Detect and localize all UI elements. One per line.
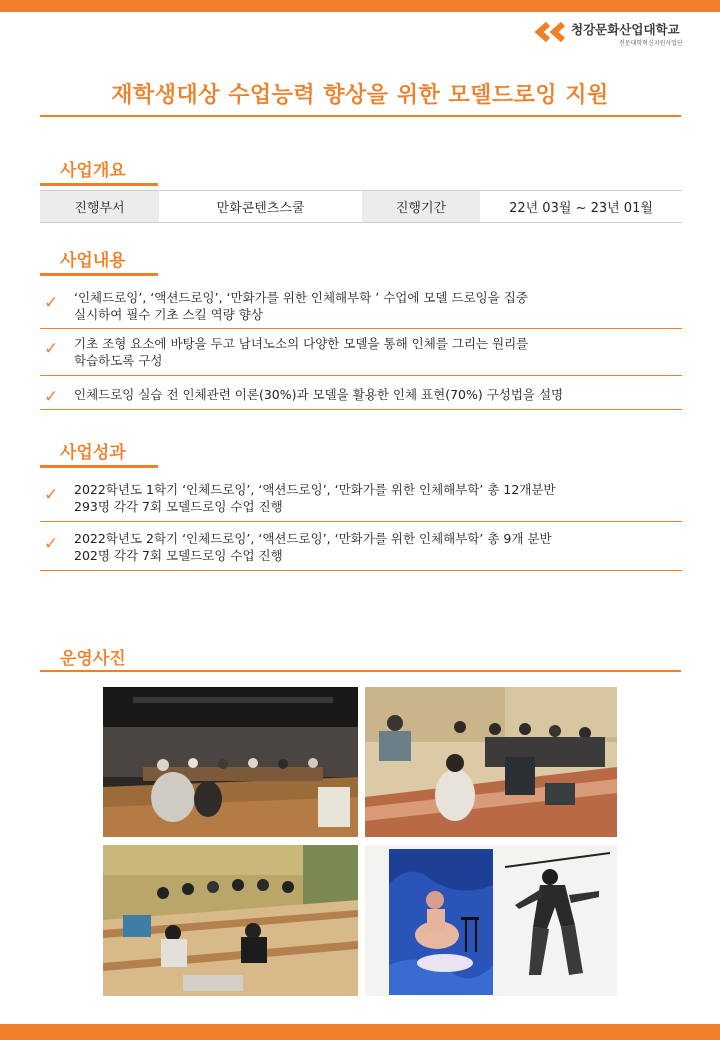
content-heading: 사업내용 bbox=[60, 251, 126, 271]
artwork-photo-image bbox=[365, 845, 617, 996]
check-icon: ✓ bbox=[44, 293, 59, 313]
classroom-photo-1-image bbox=[103, 687, 358, 837]
content-item-line1: ‘인체드로잉’, ‘액션드로잉’, ‘만화가를 위한 인체해부학 ’ 수업에 모델 드로잉을 집중 bbox=[74, 290, 528, 305]
dept-label: 진행부서 bbox=[40, 191, 159, 222]
content-item-line2: 학습하도록 구성 bbox=[74, 353, 163, 368]
classroom-photo-3 bbox=[103, 845, 358, 996]
photos-heading: 운영사진 bbox=[60, 649, 126, 669]
ck-logo-icon bbox=[533, 21, 567, 43]
check-icon: ✓ bbox=[44, 339, 59, 359]
school-logo bbox=[533, 20, 713, 50]
results-item-line1: 2022학년도 2학기 ‘인체드로잉’, ‘액션드로잉’, ‘만화가를 위한 인체해부학’ 총 9개 분반 bbox=[74, 531, 552, 546]
classroom-photo-2 bbox=[365, 687, 617, 837]
results-item-line1: 2022학년도 1학기 ‘인체드로잉’, ‘액션드로잉’, ‘만화가를 위한 인체해부학’ 총 12개분반 bbox=[74, 482, 556, 497]
dept-value: 만화콘텐츠스쿨 bbox=[216, 201, 305, 216]
artwork-photo bbox=[365, 845, 617, 996]
check-icon: ✓ bbox=[44, 387, 59, 407]
classroom-photo-3-image bbox=[103, 845, 358, 996]
overview-heading-rule bbox=[40, 183, 158, 186]
logo-name: 청강문화산업대학교 bbox=[571, 22, 680, 37]
title-divider bbox=[40, 115, 681, 117]
period-label: 진행기간 bbox=[362, 191, 480, 222]
results-heading: 사업성과 bbox=[60, 443, 126, 463]
bottom-accent-bar bbox=[0, 1024, 720, 1040]
photos-heading-rule bbox=[40, 670, 681, 672]
overview-heading: 사업개요 bbox=[60, 161, 126, 181]
page-title: 재학생대상 수업능력 향상을 위한 모델드로잉 지원 bbox=[111, 83, 609, 108]
overview-table bbox=[40, 190, 682, 223]
content-item bbox=[40, 289, 682, 329]
content-item bbox=[40, 386, 682, 410]
period-value: 22년 03월 ~ 23년 01월 bbox=[509, 201, 653, 216]
content-item-line1: 기초 조형 요소에 바탕을 두고 남녀노소의 다양한 모델을 통해 인체를 그리는 원리를 bbox=[74, 336, 529, 351]
check-icon: ✓ bbox=[44, 485, 59, 505]
content-item-line1: 인체드로잉 실습 전 인체관련 이론(30%)과 모델을 활용한 인체 표현(70%) 구성법을 설명 bbox=[74, 387, 564, 402]
check-icon: ✓ bbox=[44, 534, 59, 554]
top-accent-bar bbox=[0, 0, 720, 12]
results-item-line2: 202명 각각 7회 모델드로잉 수업 진행 bbox=[74, 548, 283, 563]
logo-subtitle: 전문대학혁신지원사업단 bbox=[619, 40, 683, 47]
content-heading-rule bbox=[40, 273, 158, 276]
classroom-photo-1 bbox=[103, 687, 358, 837]
results-item-line2: 293명 각각 7회 모델드로잉 수업 진행 bbox=[74, 499, 283, 514]
results-item bbox=[40, 481, 682, 522]
content-item-line2: 실시하여 필수 기초 스킬 역량 향상 bbox=[74, 307, 263, 322]
results-heading-rule bbox=[40, 465, 158, 468]
content-item bbox=[40, 335, 682, 376]
classroom-photo-2-image bbox=[365, 687, 617, 837]
results-item bbox=[40, 530, 682, 571]
